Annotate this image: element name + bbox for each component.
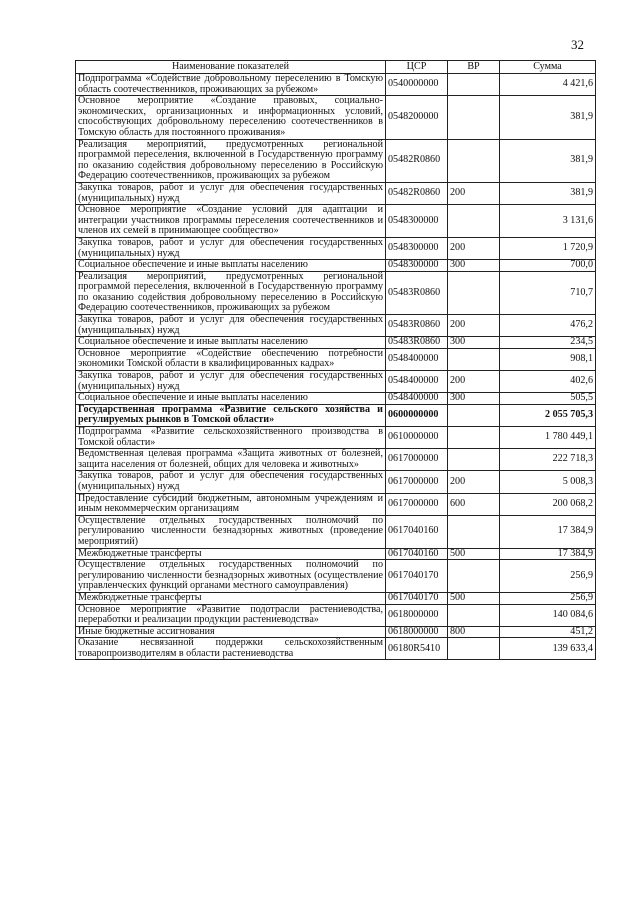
cell-csr: 05482R0860: [386, 182, 448, 204]
header-row: [76, 61, 596, 74]
table-row: [76, 626, 596, 638]
cell-csr: 0548400000: [386, 348, 448, 370]
table-row: [76, 260, 596, 272]
cell-name: Осуществление отдельных государственных полномочий по регулированию численности безнадзорных животных (осуществление управленческих функций органами местного самоуправления): [76, 560, 386, 593]
table-row: [76, 548, 596, 560]
cell-vr: 800: [448, 626, 500, 638]
cell-name: Подпрограмма «Развитие сельскохозяйственного производства в Томской области»: [76, 427, 386, 449]
table-row: [76, 604, 596, 626]
header-vr: ВР: [448, 61, 500, 74]
table-row: [76, 592, 596, 604]
table-row: [76, 493, 596, 515]
cell-csr: 0548400000: [386, 371, 448, 393]
table-row: [76, 182, 596, 204]
cell-csr: 0548300000: [386, 205, 448, 238]
cell-csr: 0540000000: [386, 74, 448, 96]
cell-vr: 300: [448, 393, 500, 405]
cell-csr: 0617040170: [386, 560, 448, 593]
cell-csr: 0548200000: [386, 96, 448, 139]
cell-sum: 4 421,6: [500, 74, 596, 96]
cell-csr: 0617000000: [386, 449, 448, 471]
cell-csr: 0610000000: [386, 427, 448, 449]
cell-csr: 0617000000: [386, 471, 448, 493]
cell-csr: 06180R5410: [386, 638, 448, 660]
table-row: [76, 371, 596, 393]
table-row: [76, 271, 596, 314]
cell-vr: 300: [448, 260, 500, 272]
cell-name: Осуществление отдельных государственных полномочий по регулированию численности безнадзорных животных (проведение мероприятий): [76, 515, 386, 548]
cell-name: Оказание несвязанной поддержки сельскохозяйственным товаропроизводителям в области растениеводства: [76, 638, 386, 660]
cell-name: Ведомственная целевая программа «Защита животных от болезней, защита населения от болезней, общих для человека и животных»: [76, 449, 386, 471]
cell-sum: 476,2: [500, 315, 596, 337]
cell-sum: 256,9: [500, 592, 596, 604]
cell-sum: 381,9: [500, 182, 596, 204]
cell-sum: 200 068,2: [500, 493, 596, 515]
cell-sum: 5 008,3: [500, 471, 596, 493]
cell-sum: 3 131,6: [500, 205, 596, 238]
cell-sum: 2 055 705,3: [500, 404, 596, 426]
cell-name: Закупка товаров, работ и услуг для обеспечения государственных (муниципальных) нужд: [76, 471, 386, 493]
cell-vr: [448, 515, 500, 548]
cell-vr: 600: [448, 493, 500, 515]
cell-csr: 0617040160: [386, 548, 448, 560]
table-row: [76, 315, 596, 337]
cell-csr: 0618000000: [386, 626, 448, 638]
table-row: [76, 74, 596, 96]
cell-vr: [448, 638, 500, 660]
table-row: [76, 205, 596, 238]
cell-name: Закупка товаров, работ и услуг для обеспечения государственных (муниципальных) нужд: [76, 182, 386, 204]
table-row: [76, 638, 596, 660]
cell-vr: [448, 139, 500, 182]
cell-vr: [448, 205, 500, 238]
table-row: [76, 96, 596, 139]
cell-sum: 234,5: [500, 337, 596, 349]
cell-vr: [448, 449, 500, 471]
cell-name: Закупка товаров, работ и услуг для обеспечения государственных (муниципальных) нужд: [76, 371, 386, 393]
table-header: [76, 61, 596, 74]
cell-vr: 200: [448, 315, 500, 337]
cell-sum: 256,9: [500, 560, 596, 593]
cell-name: Межбюджетные трансферты: [76, 548, 386, 560]
cell-sum: 17 384,9: [500, 548, 596, 560]
header-name: Наименование показателей: [76, 61, 386, 74]
cell-name: Основное мероприятие «Развитие подотрасли растениеводства, переработки и реализации продукции растениеводства»: [76, 604, 386, 626]
cell-vr: [448, 560, 500, 593]
cell-sum: 222 718,3: [500, 449, 596, 471]
cell-vr: 200: [448, 237, 500, 259]
cell-csr: 0617040170: [386, 592, 448, 604]
cell-sum: 381,9: [500, 139, 596, 182]
cell-vr: [448, 604, 500, 626]
cell-sum: 140 084,6: [500, 604, 596, 626]
cell-vr: 200: [448, 371, 500, 393]
cell-name: Реализация мероприятий, предусмотренных региональной программой переселения, включенной в Государственную программу по оказанию содействия добровольному переселению в Российскую Федерацию соотечественников, проживающих за рубежом: [76, 271, 386, 314]
cell-vr: [448, 271, 500, 314]
budget-table: [75, 60, 596, 660]
cell-name: Предоставление субсидий бюджетным, автономным учреждениям и иным некоммерческим организациям: [76, 493, 386, 515]
table-row: [76, 393, 596, 405]
cell-vr: [448, 348, 500, 370]
table-row: [76, 139, 596, 182]
header-csr: ЦСР: [386, 61, 448, 74]
cell-name: Социальное обеспечение и иные выплаты населению: [76, 393, 386, 405]
cell-vr: [448, 74, 500, 96]
cell-sum: 451,2: [500, 626, 596, 638]
table-row: [76, 449, 596, 471]
cell-vr: [448, 427, 500, 449]
table-row: [76, 237, 596, 259]
cell-sum: 908,1: [500, 348, 596, 370]
cell-csr: 0600000000: [386, 404, 448, 426]
table-body: [76, 74, 596, 660]
cell-sum: 710,7: [500, 271, 596, 314]
table-row: [76, 471, 596, 493]
cell-csr: 0617040160: [386, 515, 448, 548]
cell-csr: 0548300000: [386, 260, 448, 272]
cell-sum: 700,0: [500, 260, 596, 272]
cell-csr: 0617000000: [386, 493, 448, 515]
cell-vr: 500: [448, 592, 500, 604]
cell-vr: 300: [448, 337, 500, 349]
cell-name: Социальное обеспечение и иные выплаты населению: [76, 260, 386, 272]
cell-csr: 0548400000: [386, 393, 448, 405]
cell-csr: 05483R0860: [386, 337, 448, 349]
cell-csr: 0618000000: [386, 604, 448, 626]
cell-vr: 500: [448, 548, 500, 560]
cell-sum: 1 780 449,1: [500, 427, 596, 449]
cell-vr: [448, 96, 500, 139]
table-row: [76, 560, 596, 593]
cell-name: Основное мероприятие «Создание правовых, социально-экономических, организационных и информационных условий, способствующих добровольному переселению соотечественников в Томскую область для постоянного проживания»: [76, 96, 386, 139]
cell-sum: 402,6: [500, 371, 596, 393]
cell-name: Государственная программа «Развитие сельского хозяйства и регулируемых рынков в Томской области»: [76, 404, 386, 426]
cell-name: Реализация мероприятий, предусмотренных региональной программой переселения, включенной в Государственную программу по оказанию содействия добровольному переселению в Российскую Федерацию соотечественников, проживающих за рубежом: [76, 139, 386, 182]
table-row: [76, 404, 596, 426]
cell-vr: [448, 404, 500, 426]
cell-sum: 505,5: [500, 393, 596, 405]
cell-name: Иные бюджетные ассигнования: [76, 626, 386, 638]
table-row: [76, 348, 596, 370]
cell-sum: 381,9: [500, 96, 596, 139]
table-row: [76, 427, 596, 449]
cell-sum: 17 384,9: [500, 515, 596, 548]
table-row: [76, 515, 596, 548]
cell-sum: 139 633,4: [500, 638, 596, 660]
cell-name: Межбюджетные трансферты: [76, 592, 386, 604]
cell-name: Подпрограмма «Содействие добровольному переселению в Томскую область соотечественников, проживающих за рубежом»: [76, 74, 386, 96]
table-row: [76, 337, 596, 349]
cell-name: Основное мероприятие «Создание условий для адаптации и интеграции участников программы переселения соотечественников и членов их семей в принимающее сообщество»: [76, 205, 386, 238]
cell-name: Основное мероприятие «Содействие обеспечению потребности экономики Томской области в квалифицированных кадрах»: [76, 348, 386, 370]
cell-csr: 05482R0860: [386, 139, 448, 182]
cell-csr: 05483R0860: [386, 315, 448, 337]
cell-csr: 0548300000: [386, 237, 448, 259]
cell-name: Закупка товаров, работ и услуг для обеспечения государственных (муниципальных) нужд: [76, 237, 386, 259]
cell-vr: 200: [448, 182, 500, 204]
page-number: 32: [571, 37, 584, 52]
cell-sum: 1 720,9: [500, 237, 596, 259]
cell-csr: 05483R0860: [386, 271, 448, 314]
cell-vr: 200: [448, 471, 500, 493]
cell-name: Социальное обеспечение и иные выплаты населению: [76, 337, 386, 349]
header-sum: Сумма: [500, 61, 596, 74]
cell-name: Закупка товаров, работ и услуг для обеспечения государственных (муниципальных) нужд: [76, 315, 386, 337]
